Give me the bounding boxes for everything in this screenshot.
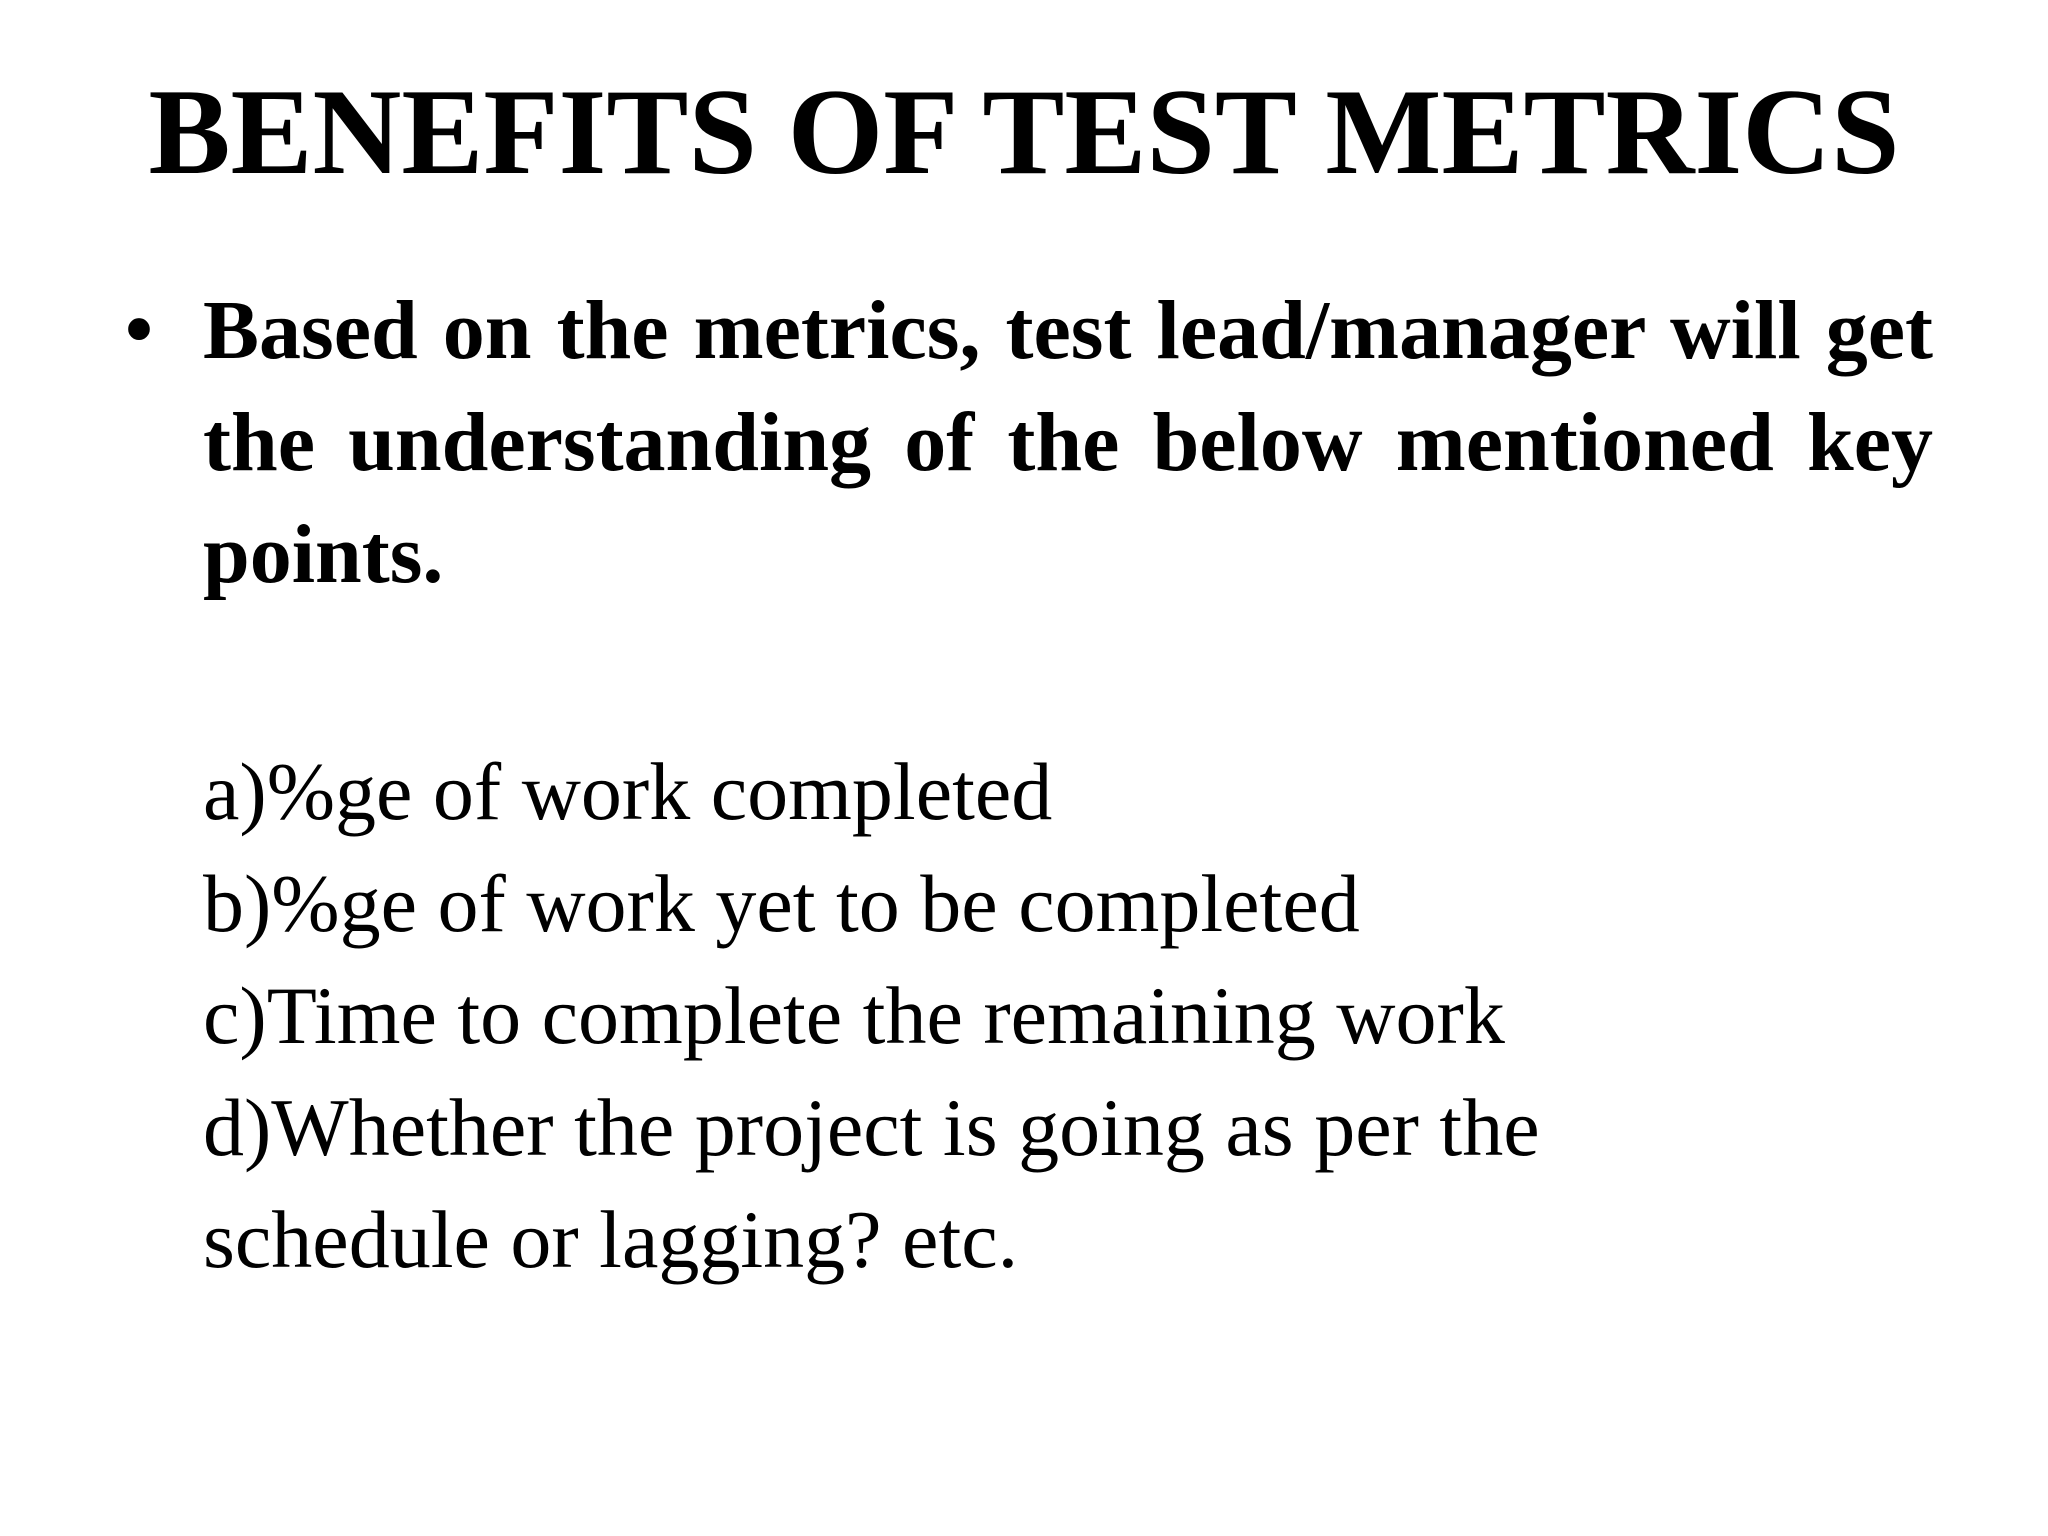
bullet-icon: • bbox=[125, 286, 154, 374]
list-item: c)Time to complete the remaining work bbox=[203, 970, 1505, 1061]
slide-title: BENEFITS OF TEST METRICS bbox=[148, 63, 1900, 200]
bullet-text: Based on the metrics, test lead/manager will get the understanding of the below mentioned key points. bbox=[203, 284, 1933, 601]
list-item: d)Whether the project is going as per the bbox=[203, 1082, 1540, 1173]
key-points-list bbox=[203, 736, 1963, 1296]
list-item: schedule or lagging? etc. bbox=[203, 1194, 1019, 1285]
list-item: b)%ge of work yet to be completed bbox=[203, 858, 1360, 949]
list-item: a)%ge of work completed bbox=[203, 746, 1053, 837]
